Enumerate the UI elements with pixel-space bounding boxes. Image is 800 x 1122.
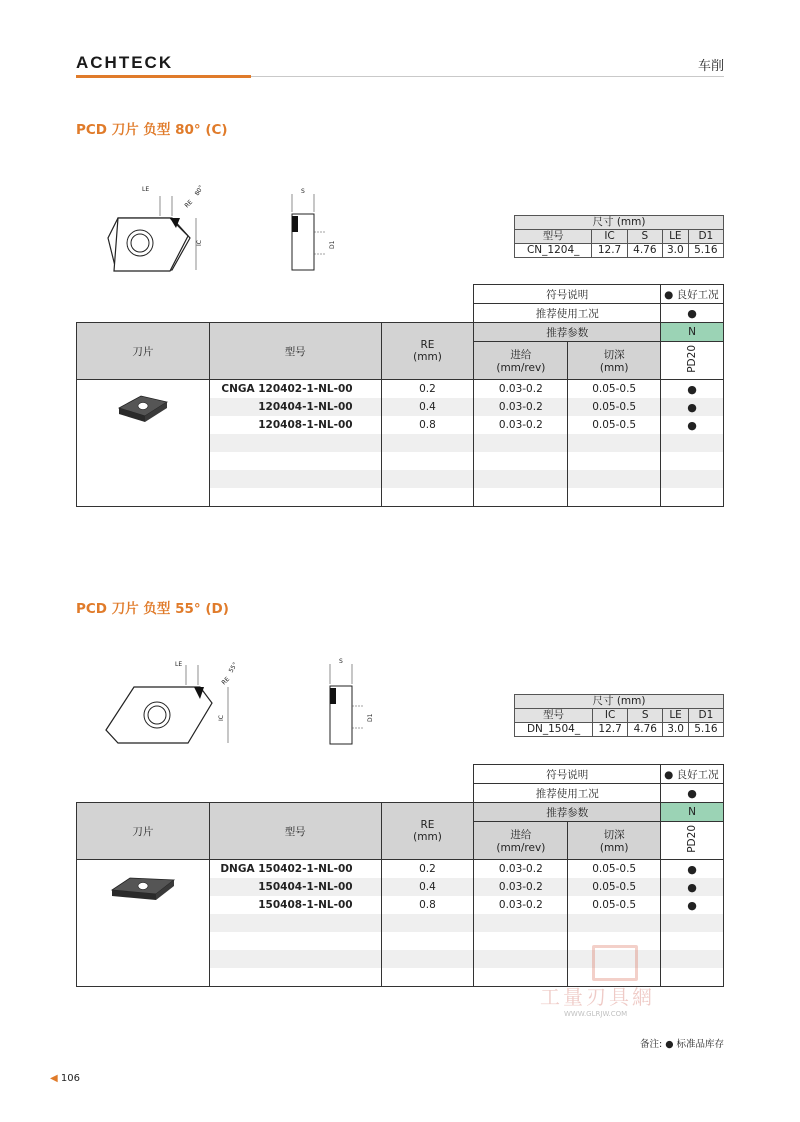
dim-header: LE xyxy=(663,709,689,723)
insert-c-top-diagram xyxy=(100,178,220,278)
col-depth: 切深 (mm) xyxy=(568,822,661,860)
dim-cell: 4.76 xyxy=(627,244,662,258)
re-cell: 0.8 xyxy=(381,896,474,914)
col-feed: 进给 (mm/rev) xyxy=(474,342,568,380)
mark-cell: ● xyxy=(661,878,724,896)
re-cell: 0.2 xyxy=(381,860,474,879)
legend-symbol-label: 符号说明 xyxy=(474,765,661,784)
insert-c-side-diagram xyxy=(282,186,342,274)
header-accent-bar xyxy=(76,75,251,78)
col-model: 型号 xyxy=(209,803,381,860)
legend-params-label: 推荐参数 xyxy=(474,323,661,342)
col-re: RE (mm) xyxy=(381,803,474,860)
col-insert: 刀片 xyxy=(77,323,210,380)
mark-cell: ● xyxy=(661,896,724,914)
dim-header: 型号 xyxy=(515,230,592,244)
category-label: 车削 xyxy=(697,59,724,74)
legend-usage-label: 推荐使用工况 xyxy=(474,784,661,803)
dim-cell: 12.7 xyxy=(592,244,627,258)
model-cell: DNGA 150402-1-NL-00 xyxy=(209,860,381,879)
legend-symbol-label: 符号说明 xyxy=(474,285,661,304)
dim-header: IC xyxy=(592,230,627,244)
depth-cell: 0.05-0.5 xyxy=(568,896,661,914)
dimension-table xyxy=(514,694,724,737)
ic-label: IC xyxy=(196,240,203,246)
insert-c-3d-icon xyxy=(111,388,175,428)
re-cell: 0.4 xyxy=(381,398,474,416)
le-label: LE xyxy=(175,661,183,668)
re-cell: 0.4 xyxy=(381,878,474,896)
legend-symbol-value: ● 良好工况 xyxy=(661,765,724,784)
watermark-logo-icon xyxy=(592,945,638,981)
dim-cell: 5.16 xyxy=(688,244,723,258)
section-title: PCD 刀片 负型 80° (C) xyxy=(76,122,228,138)
col-re: RE (mm) xyxy=(381,323,474,380)
legend-params-label: 推荐参数 xyxy=(474,803,661,822)
s-label: S xyxy=(339,658,343,665)
legend-params-value: N xyxy=(661,803,724,822)
le-label: LE xyxy=(142,186,150,193)
col-depth: 切深 (mm) xyxy=(568,342,661,380)
insert-d-3d-icon xyxy=(108,868,178,908)
d1-label: D1 xyxy=(329,240,336,249)
brand-logo: ACHTECK xyxy=(76,53,174,72)
model-cell: 150408-1-NL-00 xyxy=(209,896,381,914)
dim-header: 型号 xyxy=(515,709,593,723)
dim-title: 尺寸 (mm) xyxy=(515,695,724,709)
col-insert: 刀片 xyxy=(77,803,210,860)
dim-header: D1 xyxy=(688,709,723,723)
insert-image-cell xyxy=(77,860,210,987)
legend-usage-value: ● xyxy=(661,304,724,323)
dim-header: LE xyxy=(663,230,689,244)
col-grade: PD20 xyxy=(686,825,699,853)
dim-cell: 3.0 xyxy=(663,723,689,737)
dim-header: S xyxy=(628,709,663,723)
model-cell: CNGA 120402-1-NL-00 xyxy=(209,380,381,399)
watermark-url: WWW.GLRJW.COM xyxy=(564,1010,628,1018)
model-cell: 120404-1-NL-00 xyxy=(209,398,381,416)
legend-params-value: N xyxy=(661,323,724,342)
s-label: S xyxy=(301,188,305,195)
insert-d-side-diagram xyxy=(320,656,380,746)
dim-header: S xyxy=(627,230,662,244)
product-table xyxy=(76,284,724,507)
depth-cell: 0.05-0.5 xyxy=(568,398,661,416)
depth-cell: 0.05-0.5 xyxy=(568,878,661,896)
dim-header: IC xyxy=(593,709,628,723)
feed-cell: 0.03-0.2 xyxy=(474,896,568,914)
feed-cell: 0.03-0.2 xyxy=(474,380,568,399)
mark-cell: ● xyxy=(661,416,724,434)
watermark xyxy=(540,945,655,1018)
feed-cell: 0.03-0.2 xyxy=(474,398,568,416)
depth-cell: 0.05-0.5 xyxy=(568,416,661,434)
dim-cell: 3.0 xyxy=(663,244,689,258)
dim-cell: CN_1204_ xyxy=(515,244,592,258)
depth-cell: 0.05-0.5 xyxy=(568,380,661,399)
dim-cell: 5.16 xyxy=(688,723,723,737)
col-feed: 进给 (mm/rev) xyxy=(474,822,568,860)
d1-label: D1 xyxy=(367,713,374,722)
prev-page-icon: ◀ xyxy=(50,1073,58,1084)
mark-cell: ● xyxy=(661,398,724,416)
dim-title: 尺寸 (mm) xyxy=(515,216,724,230)
angle-label: 80° xyxy=(193,184,206,197)
page-number: 106 xyxy=(60,1073,80,1084)
insert-image-cell xyxy=(77,380,210,507)
dim-cell: DN_1504_ xyxy=(515,723,593,737)
legend-symbol-value: ● 良好工况 xyxy=(661,285,724,304)
feed-cell: 0.03-0.2 xyxy=(474,860,568,879)
col-grade: PD20 xyxy=(686,345,699,373)
legend-usage-value: ● xyxy=(661,784,724,803)
depth-cell: 0.05-0.5 xyxy=(568,860,661,879)
legend-usage-label: 推荐使用工况 xyxy=(474,304,661,323)
re-cell: 0.2 xyxy=(381,380,474,399)
angle-label: 55° xyxy=(227,661,240,674)
footnote: 备注: ● 标准品库存 xyxy=(639,1039,724,1050)
re-label: RE xyxy=(220,675,232,687)
dimension-table xyxy=(514,215,724,258)
insert-d-top-diagram xyxy=(100,655,240,755)
model-cell: 120408-1-NL-00 xyxy=(209,416,381,434)
watermark-text: 工量刃具網 xyxy=(540,985,655,1009)
col-model: 型号 xyxy=(209,323,381,380)
model-cell: 150404-1-NL-00 xyxy=(209,878,381,896)
feed-cell: 0.03-0.2 xyxy=(474,878,568,896)
section-title: PCD 刀片 负型 55° (D) xyxy=(76,601,229,617)
mark-cell: ● xyxy=(661,380,724,399)
dim-cell: 4.76 xyxy=(628,723,663,737)
dim-cell: 12.7 xyxy=(593,723,628,737)
page-number-area xyxy=(50,1073,80,1084)
dim-header: D1 xyxy=(688,230,723,244)
re-cell: 0.8 xyxy=(381,416,474,434)
feed-cell: 0.03-0.2 xyxy=(474,416,568,434)
ic-label: IC xyxy=(218,715,225,721)
re-label: RE xyxy=(183,198,195,210)
mark-cell: ● xyxy=(661,860,724,879)
